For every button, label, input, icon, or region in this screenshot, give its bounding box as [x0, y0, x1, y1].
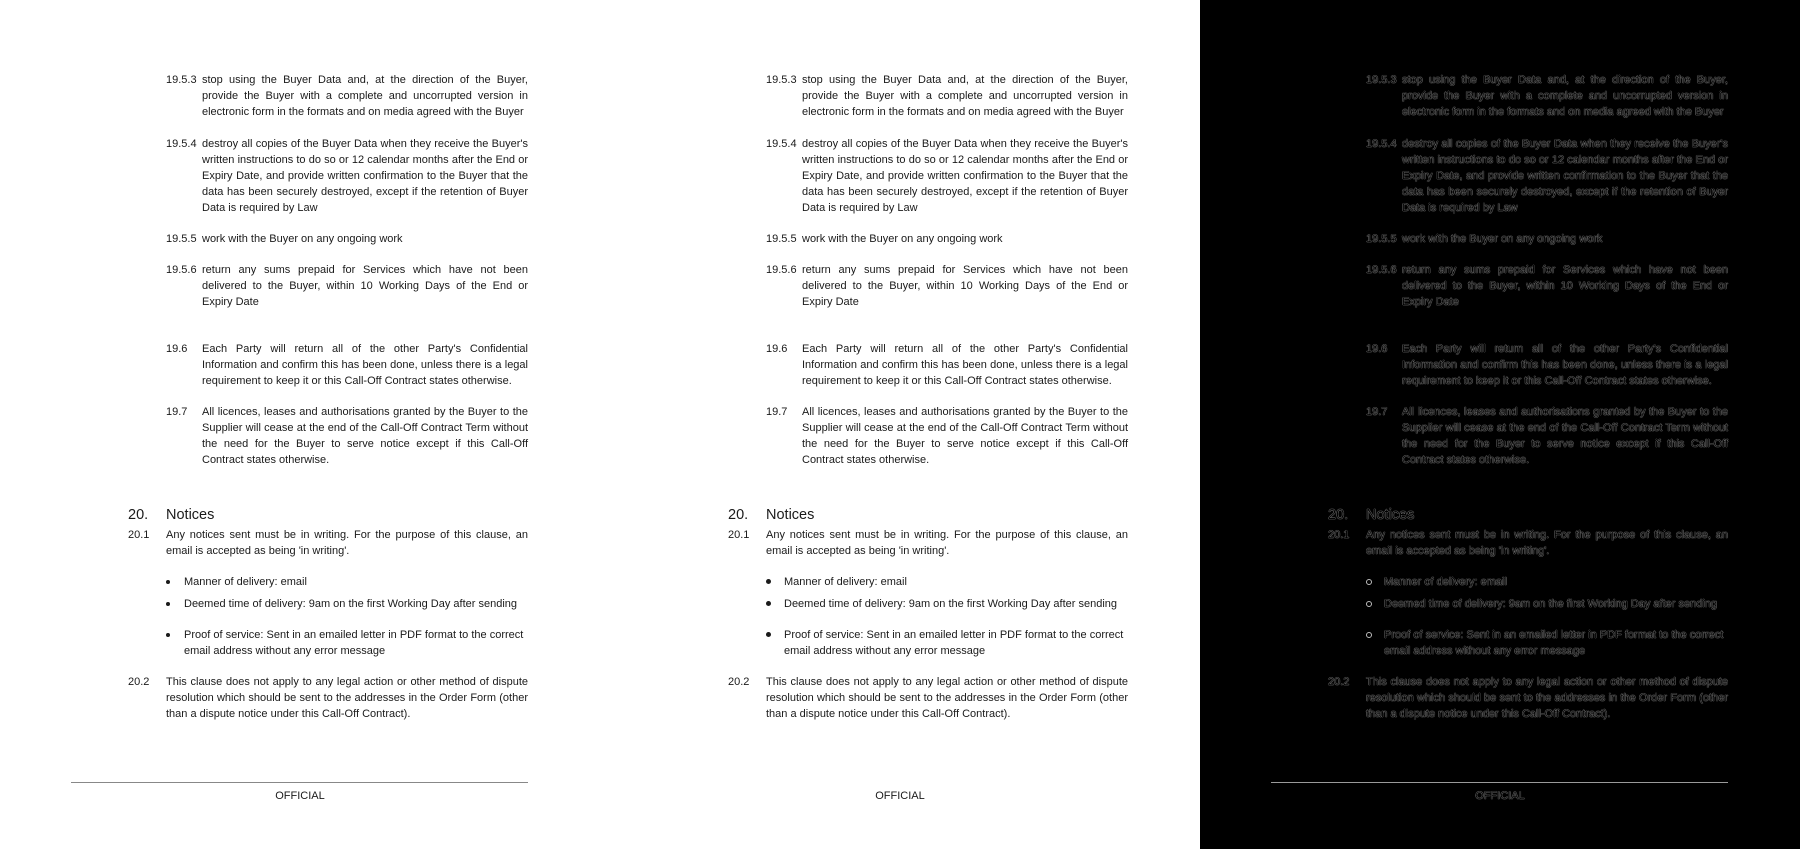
section-number: 20.: [1328, 507, 1349, 523]
bullet-icon: [1366, 579, 1372, 585]
clause-19-5-5: [1366, 231, 1728, 247]
clause-19-5-5: [766, 231, 1128, 247]
bullet-icon: [766, 632, 771, 637]
clause-text: Any notices sent must be in writing. For the purpose of this clause, an email is accepted as being 'in writing'.: [166, 529, 528, 557]
footer-label: OFFICIAL: [1475, 790, 1525, 802]
bullet-item: [766, 596, 1128, 612]
section-heading: [1328, 506, 1414, 524]
clause-text: Each Party will return all of the other Party's Confidential Information and confirm this has been done, unless there is a legal requirement to keep it or this Call-Off Contract states otherwise.: [202, 343, 528, 387]
bullet-icon: [1366, 632, 1372, 638]
section-heading: [728, 506, 814, 524]
clause-number: 20.2: [728, 676, 750, 688]
section-title: Notices: [766, 507, 815, 523]
bullet-icon: [766, 579, 771, 584]
clause-number: 19.5.3: [1366, 74, 1397, 86]
clause-19-5-6: [166, 262, 528, 310]
clause-20-2: [128, 674, 528, 722]
clause-20-1: [128, 527, 528, 559]
clause-number: 19.6: [766, 343, 788, 355]
bullet-item: [1366, 596, 1728, 612]
clause-number: 19.5.5: [166, 233, 197, 245]
clause-number: 20.1: [128, 529, 150, 541]
clause-number: 19.7: [766, 406, 788, 418]
bullet-item: [166, 596, 528, 612]
footer-label: OFFICIAL: [875, 790, 925, 802]
clause-20-2: [1328, 674, 1728, 722]
footer-divider: [71, 782, 528, 783]
clause-number: 19.6: [1366, 343, 1388, 355]
bullet-text: Deemed time of delivery: 9am on the first Working Day after sending: [1384, 598, 1718, 610]
clause-number: 19.5.6: [1366, 264, 1397, 276]
clause-number: 19.6: [166, 343, 188, 355]
clause-number: 20.2: [1328, 676, 1350, 688]
page-view-inverted-outline: [1200, 0, 1800, 849]
bullet-item: [766, 627, 1128, 659]
clause-19-5-4: [1366, 136, 1728, 216]
clause-text: return any sums prepaid for Services which have not been delivered to the Buyer, within 10 Working Days of the End or Expiry Date: [202, 264, 528, 308]
clause-text: work with the Buyer on any ongoing work: [1402, 233, 1603, 245]
clause-19-5-5: [166, 231, 528, 247]
clause-number: 19.7: [166, 406, 188, 418]
section-number: 20.: [728, 507, 749, 523]
clause-text: This clause does not apply to any legal action or other method of dispute resolution which should be sent to the addresses in the Order Form (other than a dispute notice under this Call-Off Contract).: [766, 676, 1128, 720]
footer-label: OFFICIAL: [275, 790, 325, 802]
bullet-icon: [166, 633, 170, 637]
clause-number: 19.5.5: [766, 233, 797, 245]
clause-text: This clause does not apply to any legal action or other method of dispute resolution which should be sent to the addresses in the Order Form (other than a dispute notice under this Call-Off Contract).: [1366, 676, 1728, 720]
bullet-icon: [166, 580, 170, 584]
clause-text: destroy all copies of the Buyer Data when they receive the Buyer's written instructions to do so or 12 calendar months after the End or Expiry Date, and provide written confirmation to the Buyer that the data has been securely destroyed, except if the retention of Buyer Data is required by Law: [1402, 138, 1728, 214]
bullet-item: [1366, 627, 1728, 659]
clause-number: 19.5.3: [766, 74, 797, 86]
clause-19-7: [166, 404, 528, 468]
clause-text: Any notices sent must be in writing. For the purpose of this clause, an email is accepted as being 'in writing'.: [1366, 529, 1728, 557]
bullet-text: Deemed time of delivery: 9am on the first Working Day after sending: [784, 598, 1118, 610]
bullet-item: [166, 627, 528, 659]
clause-19-5-6: [1366, 262, 1728, 310]
clause-19-5-4: [766, 136, 1128, 216]
clause-text: stop using the Buyer Data and, at the direction of the Buyer, provide the Buyer with a complete and uncorrupted version in electronic form in the formats and on media agreed with the Buyer: [1402, 74, 1728, 118]
clause-19-5-3: [766, 72, 1128, 120]
page-view-duplicate: [600, 0, 1200, 849]
bullet-icon: [766, 601, 771, 606]
bullet-text: Proof of service: Sent in an emailed letter in PDF format to the correct email address without any error message: [184, 629, 524, 657]
bullet-text: Deemed time of delivery: 9am on the first Working Day after sending: [184, 598, 518, 610]
clause-number: 19.5.6: [766, 264, 797, 276]
bullet-icon: [1366, 601, 1372, 607]
page-content: [1200, 0, 1800, 849]
section-title: Notices: [1366, 507, 1415, 523]
clause-text: Any notices sent must be in writing. For the purpose of this clause, an email is accepted as being 'in writing'.: [766, 529, 1128, 557]
clause-text: All licences, leases and authorisations granted by the Buyer to the Supplier will cease at the end of the Call-Off Contract Term without the need for the Buyer to serve notice except if this Call-Off Contract states otherwise.: [202, 406, 528, 466]
clause-number: 20.1: [728, 529, 750, 541]
bullet-item: [1366, 574, 1728, 590]
clause-text: All licences, leases and authorisations granted by the Buyer to the Supplier will cease at the end of the Call-Off Contract Term without the need for the Buyer to serve notice except if this Call-Off Contract states otherwise.: [1402, 406, 1728, 466]
clause-number: 19.5.3: [166, 74, 197, 86]
clause-19-7: [1366, 404, 1728, 468]
clause-text: stop using the Buyer Data and, at the direction of the Buyer, provide the Buyer with a complete and uncorrupted version in electronic form in the formats and on media agreed with the Buyer: [202, 74, 528, 118]
clause-text: destroy all copies of the Buyer Data when they receive the Buyer's written instructions to do so or 12 calendar months after the End or Expiry Date, and provide written confirmation to the Buyer that the data has been securely destroyed, except if the retention of Buyer Data is required by Law: [802, 138, 1128, 214]
footer-divider: [1271, 782, 1728, 783]
page-content: [0, 0, 600, 849]
clause-19-5-3: [166, 72, 528, 120]
clause-20-1: [728, 527, 1128, 559]
clause-19-6: [166, 341, 528, 389]
clause-text: work with the Buyer on any ongoing work: [802, 233, 1003, 245]
bullet-text: Manner of delivery: email: [784, 576, 907, 588]
clause-19-5-3: [1366, 72, 1728, 120]
bullet-item: [166, 574, 528, 590]
clause-number: 19.5.4: [1366, 138, 1397, 150]
clause-number: 19.5.4: [166, 138, 197, 150]
clause-text: return any sums prepaid for Services which have not been delivered to the Buyer, within 10 Working Days of the End or Expiry Date: [1402, 264, 1728, 308]
clause-text: work with the Buyer on any ongoing work: [202, 233, 403, 245]
clause-19-7: [766, 404, 1128, 468]
clause-number: 20.2: [128, 676, 150, 688]
bullet-text: Manner of delivery: email: [1384, 576, 1507, 588]
page-content: [600, 0, 1200, 849]
section-number: 20.: [128, 507, 149, 523]
section-title: Notices: [166, 507, 215, 523]
clause-19-5-4: [166, 136, 528, 216]
clause-number: 19.5.4: [766, 138, 797, 150]
clause-number: 20.1: [1328, 529, 1350, 541]
clause-20-1: [1328, 527, 1728, 559]
clause-19-5-6: [766, 262, 1128, 310]
clause-number: 19.5.5: [1366, 233, 1397, 245]
clause-text: Each Party will return all of the other Party's Confidential Information and confirm this has been done, unless there is a legal requirement to keep it or this Call-Off Contract states otherwise.: [802, 343, 1128, 387]
bullet-text: Proof of service: Sent in an emailed letter in PDF format to the correct email address without any error message: [1384, 629, 1724, 657]
page-view-original: [0, 0, 600, 849]
clause-20-2: [728, 674, 1128, 722]
bullet-icon: [166, 602, 170, 606]
clause-text: All licences, leases and authorisations granted by the Buyer to the Supplier will cease at the end of the Call-Off Contract Term without the need for the Buyer to serve notice except if this Call-Off Contract states otherwise.: [802, 406, 1128, 466]
bullet-item: [766, 574, 1128, 590]
clause-text: destroy all copies of the Buyer Data when they receive the Buyer's written instructions to do so or 12 calendar months after the End or Expiry Date, and provide written confirmation to the Buyer that the data has been securely destroyed, except if the retention of Buyer Data is required by Law: [202, 138, 528, 214]
clause-number: 19.5.6: [166, 264, 197, 276]
section-heading: [128, 506, 214, 524]
clause-text: This clause does not apply to any legal action or other method of dispute resolution which should be sent to the addresses in the Order Form (other than a dispute notice under this Call-Off Contract).: [166, 676, 528, 720]
clause-text: stop using the Buyer Data and, at the direction of the Buyer, provide the Buyer with a complete and uncorrupted version in electronic form in the formats and on media agreed with the Buyer: [802, 74, 1128, 118]
clause-19-6: [766, 341, 1128, 389]
clause-number: 19.7: [1366, 406, 1388, 418]
bullet-text: Proof of service: Sent in an emailed letter in PDF format to the correct email address without any error message: [784, 629, 1124, 657]
clause-19-6: [1366, 341, 1728, 389]
clause-text: return any sums prepaid for Services which have not been delivered to the Buyer, within 10 Working Days of the End or Expiry Date: [802, 264, 1128, 308]
bullet-text: Manner of delivery: email: [184, 576, 307, 588]
clause-text: Each Party will return all of the other Party's Confidential Information and confirm this has been done, unless there is a legal requirement to keep it or this Call-Off Contract states otherwise.: [1402, 343, 1728, 387]
